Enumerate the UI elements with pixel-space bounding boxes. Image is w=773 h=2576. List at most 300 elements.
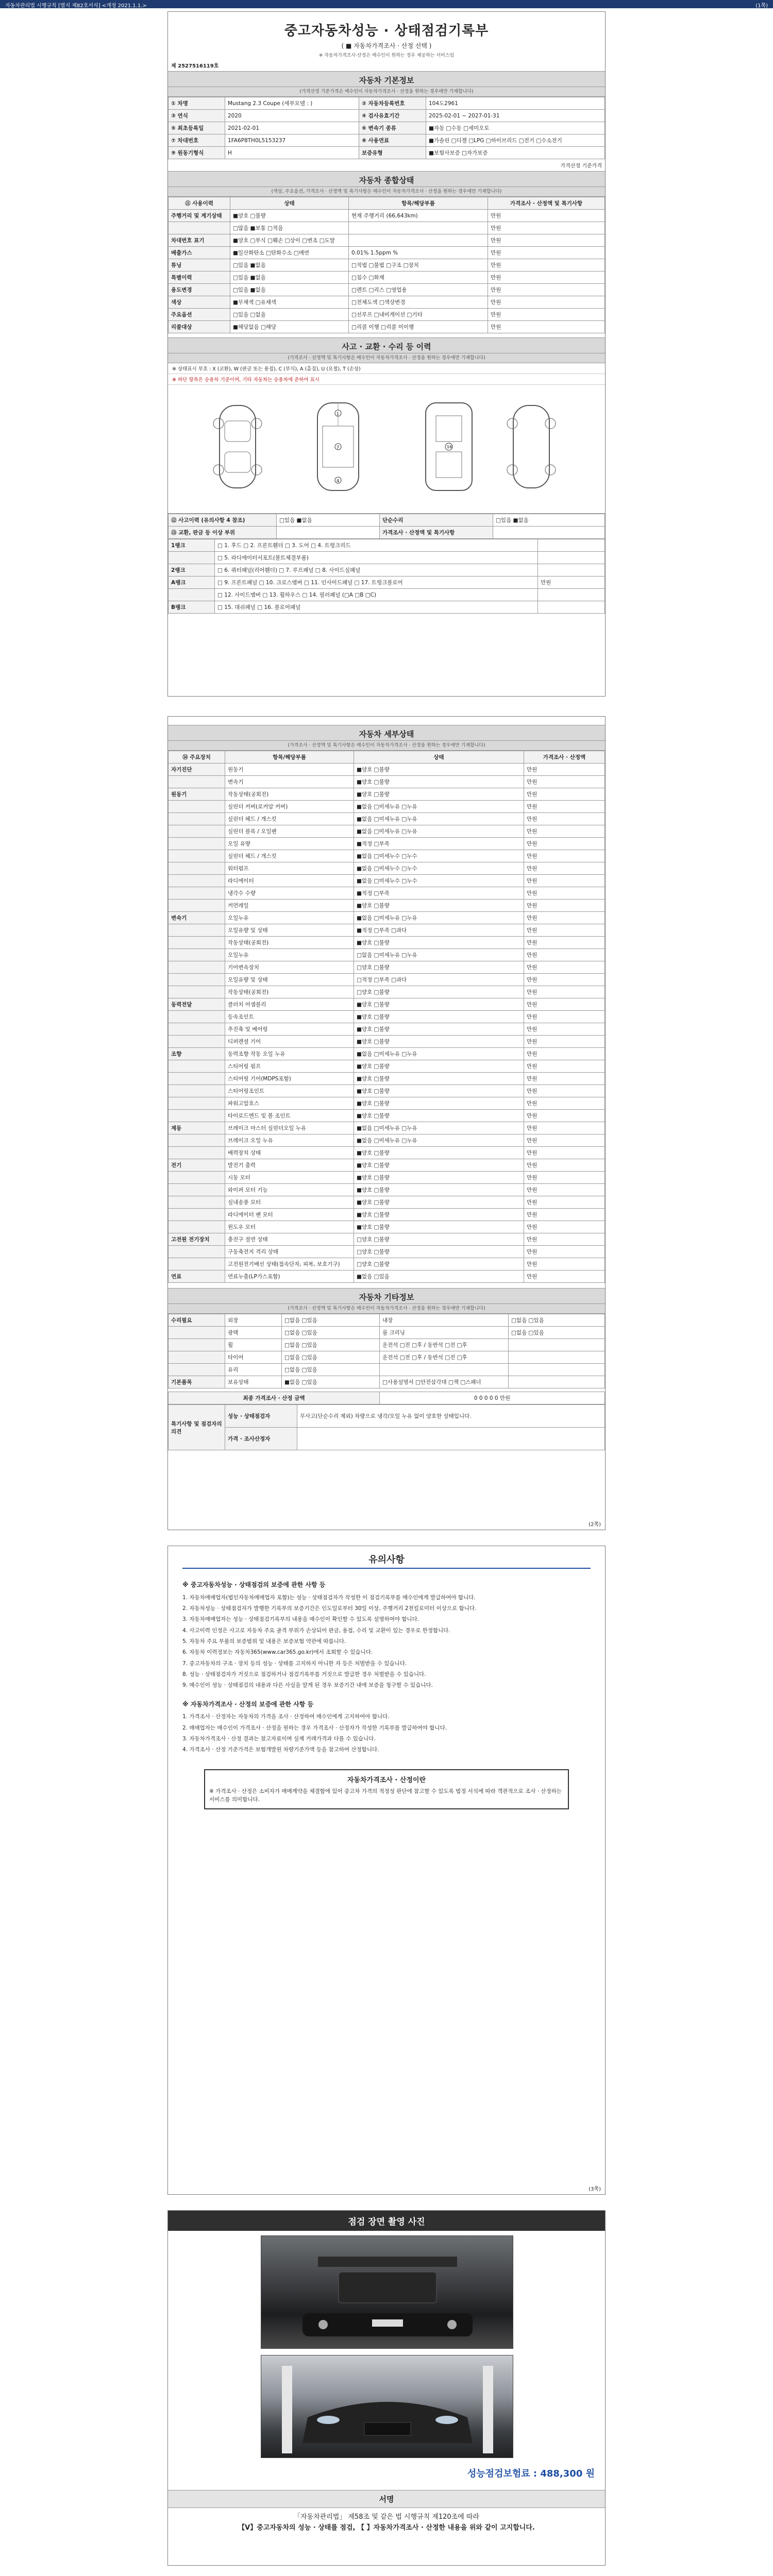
etc-info-row-cell: 휠 (225, 1339, 282, 1351)
detail-status-row (169, 924, 605, 937)
detail-status-row-cell (169, 838, 225, 850)
svg-text:1: 1 (337, 412, 340, 416)
detail-status-row-cell: 실린더 헤드 / 개스킷 (225, 813, 354, 825)
detail-status-row-cell: 만원 (524, 912, 605, 924)
detail-status-row-cell: 만원 (524, 924, 605, 937)
table-header-cell: 항목/해당부품 (225, 751, 354, 764)
detail-status-row-cell: ■양호 □불량 (354, 764, 524, 776)
overall-status-row-cell: ■무채색 □유채색 (230, 296, 349, 309)
detail-status-row-cell: □양호 □불량 (354, 1258, 524, 1270)
detail-status-row-cell: ■양호 □불량 (354, 1147, 524, 1159)
detail-status-row-cell (169, 1073, 225, 1085)
panel-rank-row (169, 589, 605, 601)
detail-status-row-cell: 만원 (524, 776, 605, 788)
signature-statement (168, 2512, 605, 2534)
overall-status-row-cell: 만원 (488, 321, 605, 333)
detail-status-row-cell: 디퍼렌셜 기어 (225, 1036, 354, 1048)
detail-status-row-cell (169, 986, 225, 998)
detail-status-row-cell: ■양호 □불량 (354, 1184, 524, 1196)
table-header-row (169, 197, 605, 210)
panel-rank-table (168, 539, 605, 614)
detail-status-row-cell: 자기진단 (169, 764, 225, 776)
overall-status-row-cell: 주행거리 및 계기상태 (169, 210, 230, 222)
basic-info-row-cell: ■가솔린 □디젤 □LPG □하이브리드 □전기 □수소전기 (426, 134, 605, 147)
overall-status-row-cell: □있음 ■없음 (230, 259, 349, 272)
remark-role: 가격 · 조사산정자 (225, 1428, 297, 1450)
notice-item: 4. 가격조사 · 산정 기준가격은 보험개발원 차량기준가액 등을 참고하여 산정합니다. (182, 1747, 379, 1753)
detail-status-row-cell: 만원 (524, 1048, 605, 1060)
detail-status-row-cell: 냉각수 수량 (225, 887, 354, 900)
etc-info-title: 자동차 기타정보 (168, 1288, 605, 1304)
detail-status-row-cell: ■양호 □불량 (354, 1221, 524, 1233)
notice-item: 2. 매매업자는 매수인이 가격조사 · 산정을 원하는 경우 가격조사 · 산정자가 작성한 기록부를 발급하여야 합니다. (182, 1724, 447, 1731)
overall-status-row-cell: 색상 (169, 296, 230, 309)
accident-summary-table (168, 514, 605, 539)
overall-status-row (169, 321, 605, 333)
detail-status-row (169, 937, 605, 949)
basic-info-row-cell: 2025-02-01 ~ 2027-01-31 (426, 110, 605, 122)
detail-status-row-cell: ■없음 □있음 (354, 1270, 524, 1283)
detail-status-row-cell (169, 961, 225, 974)
detail-status-row (169, 998, 605, 1011)
etc-info-row (169, 1364, 605, 1376)
detail-status-row-cell: ■양호 □불량 (354, 788, 524, 801)
detail-status-row-cell: 전기 (169, 1159, 225, 1172)
overall-status-row-cell: 만원 (488, 234, 605, 247)
overall-status-row-cell: ■일산화탄소 □탄화수소 □매연 (230, 247, 349, 259)
photo-section-title: 점검 장면 촬영 사진 (168, 2211, 605, 2231)
etc-info-row-cell (509, 1364, 605, 1376)
detail-status-row-cell (169, 1011, 225, 1023)
detail-status-row (169, 900, 605, 912)
detail-status-row-cell: 만원 (524, 788, 605, 801)
table-header-cell: ⑪ 사용이력 (169, 197, 230, 210)
detail-status-row-cell (169, 813, 225, 825)
detail-status-row-cell: 만원 (524, 1196, 605, 1209)
basic-info-table (168, 97, 605, 159)
overall-status-row (169, 272, 605, 284)
detail-status-row-cell: 만원 (524, 850, 605, 862)
status-legend: ※ 상태표시 부호 : X (교환), W (판금 또는 용접), C (부식), A (흠집), U (요철), T (손상) (168, 363, 605, 374)
detail-status-row (169, 764, 605, 776)
remark-text (297, 1428, 605, 1450)
accident-summary-row-cell: 단순수리 (380, 514, 493, 527)
table-header-cell: ⑭ 주요장치 (169, 751, 225, 764)
overall-status-note: (색상, 주요옵션, 가격조사 · 산정액 및 특기사항은 매수인이 자동차가격조사 · 산정을 원하는 경우에만 기재합니다) (168, 187, 605, 197)
detail-status-row (169, 1073, 605, 1085)
panel-rank-row-cell (169, 552, 215, 564)
overall-status-row-cell (169, 222, 230, 234)
price-service-title: 자동차가격조사 · 산정이란 (347, 1776, 426, 1784)
detail-status-row-cell: 만원 (524, 1085, 605, 1097)
panel-rank-row-cell (169, 589, 215, 601)
car-front-photo-illustration (261, 2355, 513, 2458)
accident-summary-row-cell (493, 527, 605, 539)
detail-status-row-cell: 만원 (524, 1184, 605, 1196)
panel-rank-row-cell: 만원 (538, 577, 605, 589)
notice-item: 2. 자동차성능 · 상태점검자가 발행한 기록부의 보증기간은 인도일로부터 30일 이상, 주행거리 2천킬로미터 이상으로 합니다. (182, 1605, 477, 1612)
etc-info-row-cell (169, 1339, 225, 1351)
overall-status-row-cell: □있음 ■없음 (230, 284, 349, 296)
form-page-indicator: (1쪽) (755, 3, 768, 9)
insurance-fee: 성능점검보험료 : 488,300 원 (467, 2468, 595, 2479)
detail-status-row-cell (169, 1023, 225, 1036)
basic-info-row-cell: ⑨ 원동기형식 (169, 147, 225, 159)
table-header-cell: 상태 (354, 751, 524, 764)
document-note: ※ 자동차가격조사·산정은 매수인이 원하는 경우 제공하는 서비스임 (318, 53, 455, 58)
detail-status-row-cell (169, 924, 225, 937)
overall-status-row-cell: 용도변경 (169, 284, 230, 296)
car-top-diagram (289, 400, 387, 493)
detail-status-row-cell: 작동상태(공회전) (225, 788, 354, 801)
panel-rank-row-cell (538, 539, 605, 552)
basic-info-row-cell: H (225, 147, 359, 159)
detail-status-row-cell (169, 1196, 225, 1209)
detail-status-row-cell: 윈도우 모터 (225, 1221, 354, 1233)
detail-status-row-cell: 만원 (524, 949, 605, 961)
detail-status-row (169, 949, 605, 961)
detail-status-row-cell: ■없음 □미세누수 □누수 (354, 875, 524, 887)
detail-status-row (169, 887, 605, 900)
overall-status-row-cell: ■양호 □불량 (230, 210, 349, 222)
detail-status-row-cell: 만원 (524, 1011, 605, 1023)
detail-status-row (169, 961, 605, 974)
basic-info-row-cell: 104도2961 (426, 97, 605, 110)
detail-status-row-cell: 조향 (169, 1048, 225, 1060)
detail-status-row (169, 1147, 605, 1159)
detail-status-row-cell: ■양호 □불량 (354, 1097, 524, 1110)
etc-info-row-cell: 타이어 (225, 1351, 282, 1364)
detail-status-row (169, 1184, 605, 1196)
detail-status-row-cell: □양호 □불량 (354, 961, 524, 974)
detail-status-row-cell (169, 1209, 225, 1221)
accident-summary-row-cell (277, 527, 380, 539)
signature-line-2: 【V】중고자동차의 성능 · 상태를 점검, 【 】자동차가격조사 · 산정한 내용을 위와 같이 고지합니다. (238, 2523, 535, 2532)
basic-info-row-cell: 2020 (225, 110, 359, 122)
detail-status-row-cell: 동력전달 (169, 998, 225, 1011)
detail-status-row-cell: ■양호 □불량 (354, 998, 524, 1011)
detail-status-row-cell: 실린더 헤드 / 개스킷 (225, 850, 354, 862)
detail-status-row-cell: □양호 □불량 (354, 1246, 524, 1258)
overall-status-row (169, 210, 605, 222)
detail-status-row-cell: 와이퍼 모터 기능 (225, 1184, 354, 1196)
final-price-table (168, 1392, 605, 1404)
detail-status-row (169, 788, 605, 801)
etc-info-row-cell: 운전석 □전 □후 / 동반석 □전 □후 (380, 1339, 509, 1351)
document-subtitle: ( ■ 자동차가격조사 · 산정 선택 ) (341, 42, 432, 49)
etc-info-row (169, 1314, 605, 1327)
overall-status-table (168, 197, 605, 333)
accident-history-title: 사고 · 교환 · 수리 등 이력 (168, 337, 605, 353)
detail-status-row-cell: ■없음 □미세누수 □누수 (354, 862, 524, 875)
etc-info-row-cell (169, 1351, 225, 1364)
detail-status-row-cell: 타이로드엔드 및 볼 조인트 (225, 1110, 354, 1122)
detail-status-row-cell: ■양호 □불량 (354, 1060, 524, 1073)
detail-status-row (169, 1048, 605, 1060)
detail-status-row (169, 813, 605, 825)
detail-status-note: (가격조사 · 산정액 및 특기사항은 매수인이 자동차가격조사 · 산정을 원하는 경우에만 기재합니다) (168, 741, 605, 751)
notice-item: 4. 사고이력 인정은 사고로 자동차 주요 골격 부위가 손상되어 판금, 용접, 수리 및 교환이 있는 경우로 한정합니다. (182, 1627, 450, 1634)
panel-rank-row-cell: □ 12. 사이드멤버 □ 13. 휠하우스 □ 14. 필러패널 (□A □B □C) (215, 589, 538, 601)
etc-info-row-cell: 수리필요 (169, 1314, 225, 1327)
detail-status-row-cell: 라디에이터 (225, 875, 354, 887)
signature-line-1: 「자동차관리법」 제58조 및 같은 법 시행규칙 제120조에 따라 (294, 2513, 479, 2521)
overall-status-row-cell: ■양호 □부식 □훼손 □상이 □변조 □도말 (230, 234, 349, 247)
basic-info-row-cell: ⑤ 최초등록일 (169, 122, 225, 134)
page-1 (167, 11, 606, 697)
panel-rank-row-cell: □ 15. 대쉬패널 □ 16. 플로어패널 (215, 601, 538, 614)
detail-status-row-cell: 브레이크 마스터 실린더오일 누유 (225, 1122, 354, 1134)
basic-info-row (169, 110, 605, 122)
detail-status-row-cell: 만원 (524, 974, 605, 986)
basic-info-note: (가격산정 기준가격은 매수인이 자동차가격조사 · 산정을 원하는 경우에만 기재합니다) (168, 87, 605, 97)
final-price-label: 최종 가격조사 · 산정 금액 (169, 1392, 380, 1404)
remarks-table (168, 1404, 605, 1450)
notice-heading-2: ※ 자동차가격조사 · 산정의 보증에 관한 사항 등 (182, 1700, 314, 1708)
detail-status-row-cell: ■양호 □불량 (354, 900, 524, 912)
detail-status-row-cell: ■양호 □불량 (354, 1011, 524, 1023)
table-header-cell: 가격조사 · 산정액 및 특기사항 (488, 197, 605, 210)
overall-status-row-cell: 만원 (488, 222, 605, 234)
etc-info-row-cell: □없음 □있음 (509, 1314, 605, 1327)
detail-status-row-cell: 만원 (524, 825, 605, 838)
table-header-row (169, 751, 605, 764)
detail-status-row-cell: 기어변속장치 (225, 961, 354, 974)
remark-role: 성능 · 상태점검자 (225, 1405, 297, 1428)
document-title: 중고자동차성능 · 상태점검기록부 (284, 23, 489, 39)
basic-info-row-cell: 보증유형 (359, 147, 426, 159)
detail-status-row-cell: 만원 (524, 937, 605, 949)
form-header-bar (0, 0, 773, 8)
basic-info-row-cell: ⑥ 변속기 종류 (359, 122, 426, 134)
accident-summary-row-cell: □있음 ■없음 (277, 514, 380, 527)
etc-info-row-cell: 룸 크리닝 (380, 1327, 509, 1339)
svg-text:4: 4 (337, 479, 340, 483)
detail-status-row (169, 1246, 605, 1258)
panel-rank-row-cell: 2랭크 (169, 564, 215, 577)
detail-status-row-cell: 만원 (524, 1110, 605, 1122)
detail-status-row-cell: 연료 (169, 1270, 225, 1283)
overall-status-row-cell: 리콜대상 (169, 321, 230, 333)
overall-status-row-cell (349, 222, 488, 234)
detail-status-row-cell (169, 1060, 225, 1073)
overall-status-row-cell (349, 234, 488, 247)
overall-status-row-cell: □침수 □화재 (349, 272, 488, 284)
detail-status-row-cell (169, 1172, 225, 1184)
detail-status-row-cell: 변속기 (225, 776, 354, 788)
basic-info-row-cell: ⑦ 차대번호 (169, 134, 225, 147)
detail-status-row-cell: ■적정 □부족 □과다 (354, 924, 524, 937)
basic-info-row-cell: Mustang 2.3 Coupe (세부모델 : ) (225, 97, 359, 110)
notice-item: 5. 자동차 주요 부품의 보증범위 및 내용은 보증보험 약관에 따릅니다. (182, 1638, 346, 1645)
overall-status-row-cell: □전체도색 □색상변경 (349, 296, 488, 309)
detail-status-row-cell: ■양호 □불량 (354, 1110, 524, 1122)
detail-status-row-cell: 만원 (524, 998, 605, 1011)
svg-text:7: 7 (337, 445, 340, 450)
detail-status-row-cell: 만원 (524, 1036, 605, 1048)
detail-status-row-cell: ■양호 □불량 (354, 1172, 524, 1184)
panel-rank-row-cell: □ 9. 프론트패널 □ 10. 크로스멤버 □ 11. 인사이드패널 □ 17. 트렁크플로어 (215, 577, 538, 589)
detail-status-row-cell: 만원 (524, 1134, 605, 1147)
overall-status-row (169, 309, 605, 321)
panel-rank-row-cell: B랭크 (169, 601, 215, 614)
detail-status-row (169, 1233, 605, 1246)
detail-status-row-cell: ■없음 □미세누유 □누유 (354, 912, 524, 924)
detail-status-row-cell: 실린더 블록 / 오일팬 (225, 825, 354, 838)
detail-status-row-cell: 만원 (524, 813, 605, 825)
car-side-right-diagram (498, 400, 596, 493)
detail-status-row-cell: 작동상태(공회전) (225, 937, 354, 949)
detail-status-row (169, 1110, 605, 1122)
detail-status-row-cell: ■양호 □불량 (354, 1209, 524, 1221)
panel-rank-row (169, 601, 605, 614)
table-header-cell: 가격조사 · 산정액 (524, 751, 605, 764)
panel-rank-row (169, 552, 605, 564)
detail-status-row-cell: 브레이크 오일 누유 (225, 1134, 354, 1147)
detail-status-row-cell (169, 875, 225, 887)
etc-info-row-cell: □없음 □있음 (282, 1339, 380, 1351)
detail-status-row-cell: 연료누출(LP가스포함) (225, 1270, 354, 1283)
etc-info-row-cell (509, 1351, 605, 1364)
detail-status-row-cell: □양호 □불량 (354, 1233, 524, 1246)
etc-info-row-cell (169, 1364, 225, 1376)
detail-status-row-cell: 만원 (524, 1221, 605, 1233)
etc-info-row-cell (169, 1327, 225, 1339)
detail-status-row-cell (169, 1110, 225, 1122)
detail-status-row-cell (169, 1184, 225, 1196)
panel-rank-row-cell (538, 564, 605, 577)
etc-info-row-cell: 광택 (225, 1327, 282, 1339)
etc-info-row-cell: 기본품목 (169, 1376, 225, 1388)
basic-info-row-cell: ■보험사보증 □자가보증 (426, 147, 605, 159)
detail-status-row-cell: 워터펌프 (225, 862, 354, 875)
detail-status-row-cell: 만원 (524, 801, 605, 813)
etc-info-row (169, 1376, 605, 1388)
detail-status-row-cell: ■양호 □불량 (354, 776, 524, 788)
overall-status-row-cell: □있음 □없음 (230, 309, 349, 321)
basic-info-row-cell: ④ 검사유효기간 (359, 110, 426, 122)
accident-history-note: (가격조사 · 산정액 및 특기사항은 매수인이 자동차가격조사 · 산정을 원하는 경우에만 기재합니다) (168, 353, 605, 363)
etc-info-row-cell: □사용설명서 □안전삼각대 □잭 □스패너 (380, 1376, 509, 1388)
detail-status-row-cell: 만원 (524, 838, 605, 850)
detail-status-row-cell: 만원 (524, 1147, 605, 1159)
detail-status-row-cell (169, 1221, 225, 1233)
overall-status-row-cell: □있음 ■없음 (230, 272, 349, 284)
detail-status-row (169, 875, 605, 887)
notice-item: 9. 매수인이 성능 · 상태점검의 내용과 다른 사실을 알게 된 경우 보증기간 내에 보증을 청구할 수 있습니다. (182, 1682, 433, 1689)
svg-text:16: 16 (447, 445, 452, 449)
engine-photo-illustration (261, 2236, 513, 2349)
detail-status-row-cell: 배력장치 상태 (225, 1147, 354, 1159)
etc-info-row-cell (509, 1376, 605, 1388)
detail-status-row (169, 776, 605, 788)
etc-info-row-cell: □없음 □있음 (282, 1327, 380, 1339)
etc-info-row-cell: □없음 □있음 (282, 1314, 380, 1327)
etc-info-table (168, 1314, 605, 1388)
detail-status-row-cell: 만원 (524, 986, 605, 998)
overall-status-row (169, 247, 605, 259)
detail-status-row-cell (169, 949, 225, 961)
overall-status-row (169, 296, 605, 309)
detail-status-row (169, 1097, 605, 1110)
page-2 (167, 716, 606, 1530)
detail-status-row-cell (169, 1134, 225, 1147)
car-frame-diagram (400, 400, 498, 493)
detail-status-row-cell: ■양호 □불량 (354, 1073, 524, 1085)
detail-status-row (169, 1270, 605, 1283)
overall-status-row-cell: □렌트 □리스 □영업용 (349, 284, 488, 296)
page-3 (167, 1546, 606, 2195)
car-side-left-diagram (189, 400, 287, 493)
detail-status-row-cell: 만원 (524, 1060, 605, 1073)
etc-info-row-cell: □없음 □있음 (282, 1351, 380, 1364)
page-2-number: (2쪽) (589, 1522, 601, 1528)
remark-row (169, 1405, 605, 1428)
overall-status-row-cell: □적법 □불법 □구조 □장치 (349, 259, 488, 272)
accident-summary-row (169, 514, 605, 527)
price-service-box (204, 1769, 569, 1810)
notice-heading-1: ※ 중고자동차성능 · 상태점검의 보증에 관한 사항 등 (182, 1581, 326, 1588)
detail-status-row-cell (169, 862, 225, 875)
detail-status-row-cell: ■양호 □불량 (354, 1023, 524, 1036)
detail-status-row-cell: 만원 (524, 1097, 605, 1110)
detail-status-row-cell (169, 887, 225, 900)
detail-status-row-cell (169, 900, 225, 912)
detail-status-row (169, 1036, 605, 1048)
remark-text: 무사고(단순수리 제외) 차량으로 냉각/오일 누유 없이 양호한 상태입니다. (297, 1405, 605, 1428)
detail-status-row-cell: 실린더 커버(로커암 커버) (225, 801, 354, 813)
detail-status-row-cell: 고전원 전기장치 (169, 1233, 225, 1246)
detail-status-row-cell: 구동축전지 격리 상태 (225, 1246, 354, 1258)
accident-summary-row-cell: ⑫ 사고이력 (유의사항 4 참조) (169, 514, 277, 527)
etc-info-row-cell: ■없음 □있음 (282, 1376, 380, 1388)
overall-status-row-cell: 0.01% 1.5ppm % (349, 247, 488, 259)
document-number: 제 2527516119호 (171, 63, 219, 69)
page-4 (167, 2210, 606, 2566)
detail-status-row-cell: 원동기 (225, 764, 354, 776)
detail-status-row (169, 1159, 605, 1172)
etc-info-row (169, 1351, 605, 1364)
panel-rank-row-cell: □ 6. 쿼터패널(리어휀더) □ 7. 루프패널 □ 8. 사이드실패널 (215, 564, 538, 577)
detail-status-row-cell (169, 801, 225, 813)
detail-status-row-cell: 만원 (524, 1270, 605, 1283)
detail-status-row (169, 1023, 605, 1036)
basic-info-row-cell: ③ 연식 (169, 110, 225, 122)
detail-status-row-cell: 만원 (524, 1023, 605, 1036)
overall-status-row-cell: 만원 (488, 247, 605, 259)
form-legal-reference: 자동차관리법 시행규칙 [별지 제82호서식] <개정 2021.1.1.> (5, 3, 147, 9)
detail-status-row-cell: ■없음 □미세누유 □누유 (354, 1134, 524, 1147)
basic-info-row-cell: ② 자동차등록번호 (359, 97, 426, 110)
detail-status-row-cell: 만원 (524, 875, 605, 887)
detail-status-row (169, 1221, 605, 1233)
detail-status-row-cell: ■없음 □미세누유 □누유 (354, 813, 524, 825)
price-service-text: ※ 가격조사 · 산정은 소비자가 매매계약을 체결함에 있어 중고차 가격의 적정성 판단에 참고할 수 있도록 법정 서식에 따라 객관적으로 조사 · 산정하는 서비스를 의미합니다. (209, 1788, 562, 1803)
detail-status-row-cell (169, 1085, 225, 1097)
detail-status-row-cell: ■없음 □미세누유 □누유 (354, 825, 524, 838)
detail-status-row-cell: ■양호 □불량 (354, 1085, 524, 1097)
accident-summary-row-cell: □있음 ■없음 (493, 514, 605, 527)
detail-status-row-cell: 만원 (524, 1209, 605, 1221)
detail-status-row-cell: 만원 (524, 764, 605, 776)
overall-status-row-cell: □리콜 이행 □리콜 미이행 (349, 321, 488, 333)
detail-status-row-cell (169, 825, 225, 838)
panel-rank-row-cell (538, 552, 605, 564)
notice-title: 유의사항 (368, 1554, 405, 1565)
overall-status-row (169, 259, 605, 272)
detail-status-row-cell: □양호 □불량 (354, 986, 524, 998)
overall-status-row-cell: 만원 (488, 210, 605, 222)
